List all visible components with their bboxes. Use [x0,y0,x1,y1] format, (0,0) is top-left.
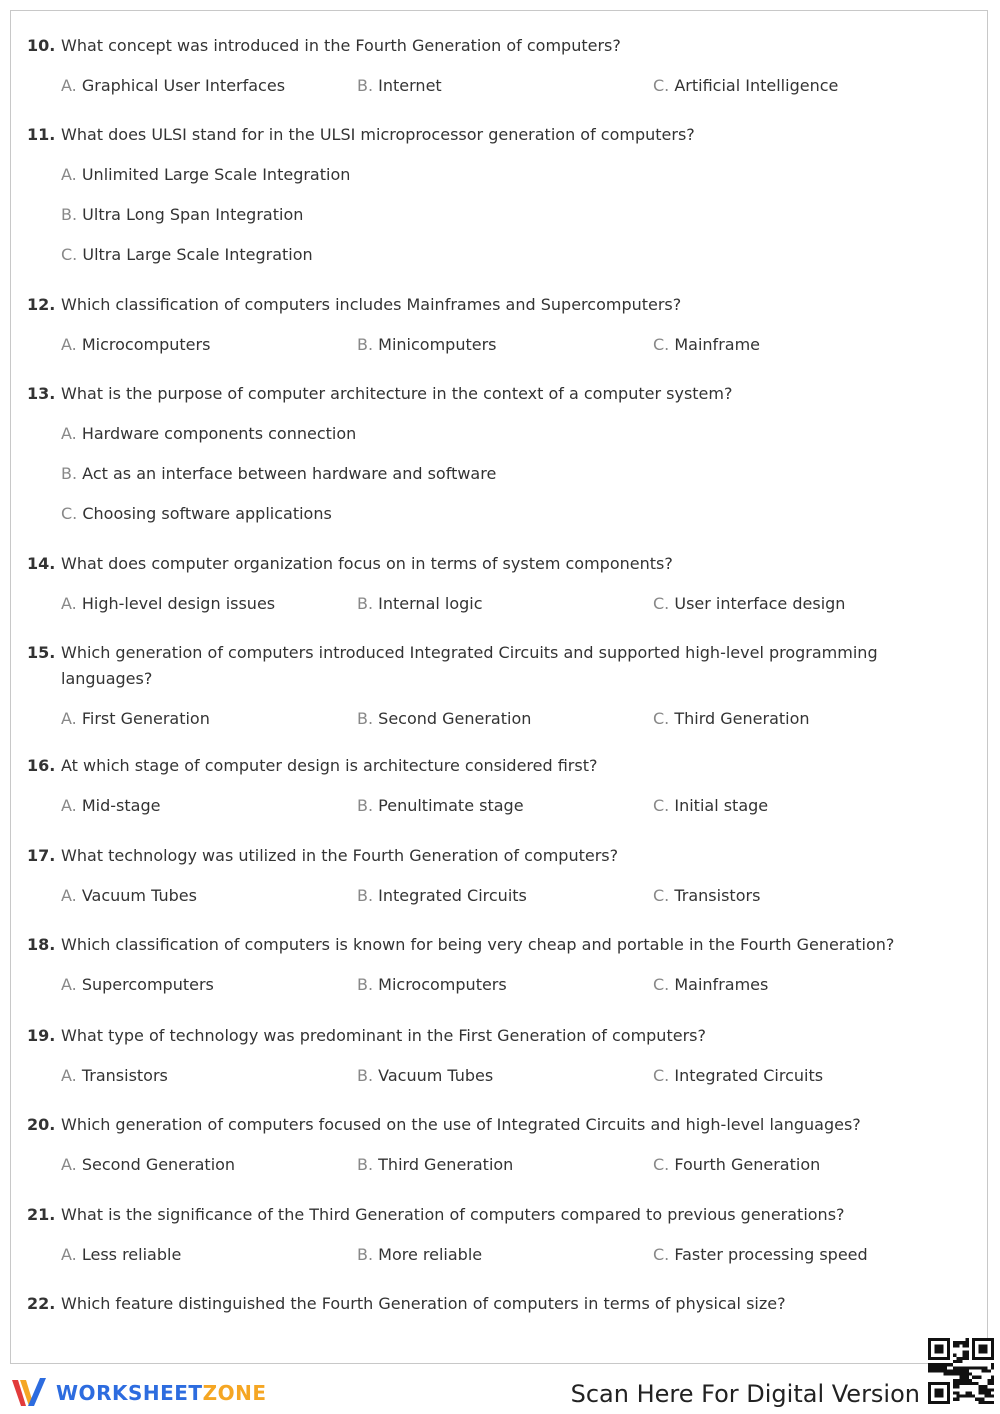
answer-option[interactable] [61,1152,357,1178]
option-letter: A. [61,424,77,443]
option-text: Unlimited Large Scale Integration [81,165,351,184]
answer-option[interactable] [357,972,653,998]
option-text: Faster processing speed [674,1245,868,1264]
option-text: Less reliable [81,1245,182,1264]
question-text [11,753,971,779]
answer-option[interactable] [61,73,357,99]
question-item [11,551,971,617]
answer-option[interactable] [357,332,653,358]
answer-option[interactable] [61,332,357,358]
option-letter: B. [357,796,374,815]
question-text [11,122,971,148]
option-letter: C. [653,886,670,905]
worksheetzone-logo[interactable] [10,1376,266,1410]
answer-option[interactable] [357,883,653,909]
question-text [11,1112,971,1138]
answer-option[interactable] [653,1152,949,1178]
question-item [11,381,971,541]
answer-options [11,162,971,268]
option-text: Second Generation [378,709,532,728]
question-text [11,1202,971,1228]
option-text: Fourth Generation [674,1155,821,1174]
answer-option[interactable] [61,883,357,909]
question-number: 16. [27,756,56,775]
option-letter: B. [357,594,374,613]
qr-code-icon[interactable] [928,1338,994,1404]
option-letter: A. [61,886,77,905]
answer-option[interactable] [653,1242,949,1268]
option-text: Transistors [674,886,761,905]
option-letter: C. [653,76,670,95]
option-letter: A. [61,335,77,354]
option-text: Second Generation [81,1155,236,1174]
option-text: Internal logic [378,594,483,613]
option-letter: C. [653,594,670,613]
answer-options [11,1242,971,1268]
question-text [11,33,971,59]
answer-option[interactable] [653,73,949,99]
answer-options [11,591,971,617]
option-text: Minicomputers [378,335,497,354]
answer-option[interactable] [61,242,971,268]
option-letter: C. [653,709,670,728]
option-letter: B. [357,76,374,95]
question-number: 17. [27,846,56,865]
option-letter: C. [61,245,78,264]
brand-name-part2: ZONE [202,1381,267,1405]
answer-options [11,421,971,527]
question-text [11,551,971,577]
question-number: 13. [27,384,56,403]
option-letter: A. [61,796,77,815]
answer-option[interactable] [357,1063,653,1089]
option-text: Graphical User Interfaces [81,76,286,95]
option-text: Mainframes [674,975,769,994]
question-number: 14. [27,554,56,573]
option-text: Supercomputers [81,975,214,994]
option-letter: B. [357,975,374,994]
question-prompt: Which generation of computers introduced Integrated Circuits and supported high-level programming languages? [61,643,878,688]
question-item [11,640,971,732]
option-text: Vacuum Tubes [378,1066,494,1085]
answer-option[interactable] [653,972,949,998]
option-letter: A. [61,975,77,994]
question-number: 20. [27,1115,56,1134]
logo-mark-icon [10,1376,50,1410]
option-letter: B. [357,335,374,354]
answer-option[interactable] [61,1063,357,1089]
option-letter: C. [653,1155,670,1174]
option-text: Vacuum Tubes [81,886,197,905]
answer-option[interactable] [357,73,653,99]
question-prompt: What is the significance of the Third Generation of computers compared to previous generations? [61,1205,845,1224]
answer-option[interactable] [357,706,653,732]
option-letter: A. [61,165,77,184]
option-letter: B. [357,1155,374,1174]
answer-options [11,332,971,358]
question-prompt: What is the purpose of computer architecture in the context of a computer system? [61,384,733,403]
question-item [11,1023,971,1089]
option-text: Integrated Circuits [674,1066,824,1085]
option-text: Internet [378,76,442,95]
question-text [11,292,971,318]
option-letter: C. [61,504,78,523]
answer-options [11,1063,971,1089]
question-item [11,1291,971,1317]
scan-caption: Scan Here For Digital Version [570,1380,920,1408]
question-item [11,932,971,998]
option-letter: B. [61,205,78,224]
option-text: Choosing software applications [82,504,332,523]
worksheet-page [10,10,988,1364]
option-letter: C. [653,1245,670,1264]
question-text [11,843,971,869]
option-letter: C. [653,975,670,994]
option-letter: B. [357,709,374,728]
answer-option[interactable] [357,1242,653,1268]
question-item [11,753,971,819]
answer-option[interactable] [653,706,949,732]
answer-options [11,73,971,99]
question-text [11,1023,971,1049]
option-letter: B. [357,1245,374,1264]
question-item [11,1202,971,1268]
answer-option[interactable] [61,421,971,447]
option-letter: A. [61,594,77,613]
option-letter: A. [61,1066,77,1085]
question-number: 18. [27,935,56,954]
option-text: User interface design [674,594,846,613]
question-number: 12. [27,295,56,314]
option-text: Microcomputers [81,335,211,354]
option-text: Ultra Large Scale Integration [82,245,313,264]
question-item [11,33,971,99]
option-text: Mid-stage [81,796,161,815]
option-text: First Generation [81,709,210,728]
option-letter: A. [61,1245,77,1264]
question-number: 22. [27,1294,56,1313]
question-number: 19. [27,1026,56,1045]
question-text [11,381,971,407]
option-text: Initial stage [674,796,769,815]
question-item [11,843,971,909]
option-text: Transistors [81,1066,168,1085]
option-letter: B. [357,886,374,905]
question-number: 11. [27,125,56,144]
answer-option[interactable] [357,591,653,617]
question-number: 21. [27,1205,56,1224]
answer-option[interactable] [653,1063,949,1089]
option-letter: A. [61,709,77,728]
question-prompt: What type of technology was predominant in the First Generation of computers? [61,1026,706,1045]
question-text [11,932,971,958]
answer-option[interactable] [653,883,949,909]
question-prompt: What technology was utilized in the Fourth Generation of computers? [61,846,619,865]
question-prompt: What concept was introduced in the Fourth Generation of computers? [61,36,621,55]
answer-option[interactable] [61,706,357,732]
answer-option[interactable] [357,793,653,819]
option-text: Integrated Circuits [378,886,527,905]
answer-option[interactable] [61,972,357,998]
brand-name-part1: WORKSHEET [56,1381,203,1405]
answer-option[interactable] [653,793,949,819]
question-text [11,640,971,692]
question-prompt: Which classification of computers is known for being very cheap and portable in the Fourth Generation? [61,935,895,954]
option-text: Mainframe [674,335,760,354]
question-prompt: At which stage of computer design is architecture considered first? [61,756,598,775]
question-item [11,292,971,358]
answer-option[interactable] [653,591,949,617]
option-letter: C. [653,796,670,815]
option-text: Ultra Long Span Integration [82,205,304,224]
answer-options [11,972,971,998]
question-prompt: Which generation of computers focused on the use of Integrated Circuits and high-level languages? [61,1115,861,1134]
answer-options [11,793,971,819]
option-text: More reliable [378,1245,483,1264]
question-text [11,1291,971,1317]
question-item [11,122,971,282]
question-item [11,1112,971,1178]
answer-option[interactable] [653,332,949,358]
answer-options [11,1152,971,1178]
option-letter: C. [653,335,670,354]
option-text: Artificial Intelligence [674,76,839,95]
brand-name [56,1381,266,1405]
option-text: Third Generation [674,709,810,728]
option-letter: B. [357,1066,374,1085]
answer-option[interactable] [61,1242,357,1268]
answer-option[interactable] [61,202,971,228]
question-prompt: Which classification of computers includes Mainframes and Supercomputers? [61,295,682,314]
option-letter: A. [61,76,77,95]
option-text: Penultimate stage [378,796,524,815]
option-letter: C. [653,1066,670,1085]
question-prompt: What does computer organization focus on in terms of system components? [61,554,673,573]
answer-option[interactable] [61,501,971,527]
answer-option[interactable] [61,461,971,487]
question-prompt: What does ULSI stand for in the ULSI microprocessor generation of computers? [61,125,695,144]
answer-option[interactable] [61,591,357,617]
footer [0,1366,1000,1414]
option-text: Third Generation [378,1155,514,1174]
option-text: High-level design issues [81,594,276,613]
answer-options [11,883,971,909]
answer-option[interactable] [61,793,357,819]
option-text: Microcomputers [378,975,507,994]
question-prompt: Which feature distinguished the Fourth Generation of computers in terms of physical size? [61,1294,786,1313]
option-text: Hardware components connection [81,424,357,443]
option-text: Act as an interface between hardware and software [82,464,497,483]
answer-options [11,706,971,732]
question-number: 10. [27,36,56,55]
question-number: 15. [27,643,56,662]
option-letter: A. [61,1155,77,1174]
answer-option[interactable] [357,1152,653,1178]
answer-option[interactable] [61,162,971,188]
option-letter: B. [61,464,78,483]
